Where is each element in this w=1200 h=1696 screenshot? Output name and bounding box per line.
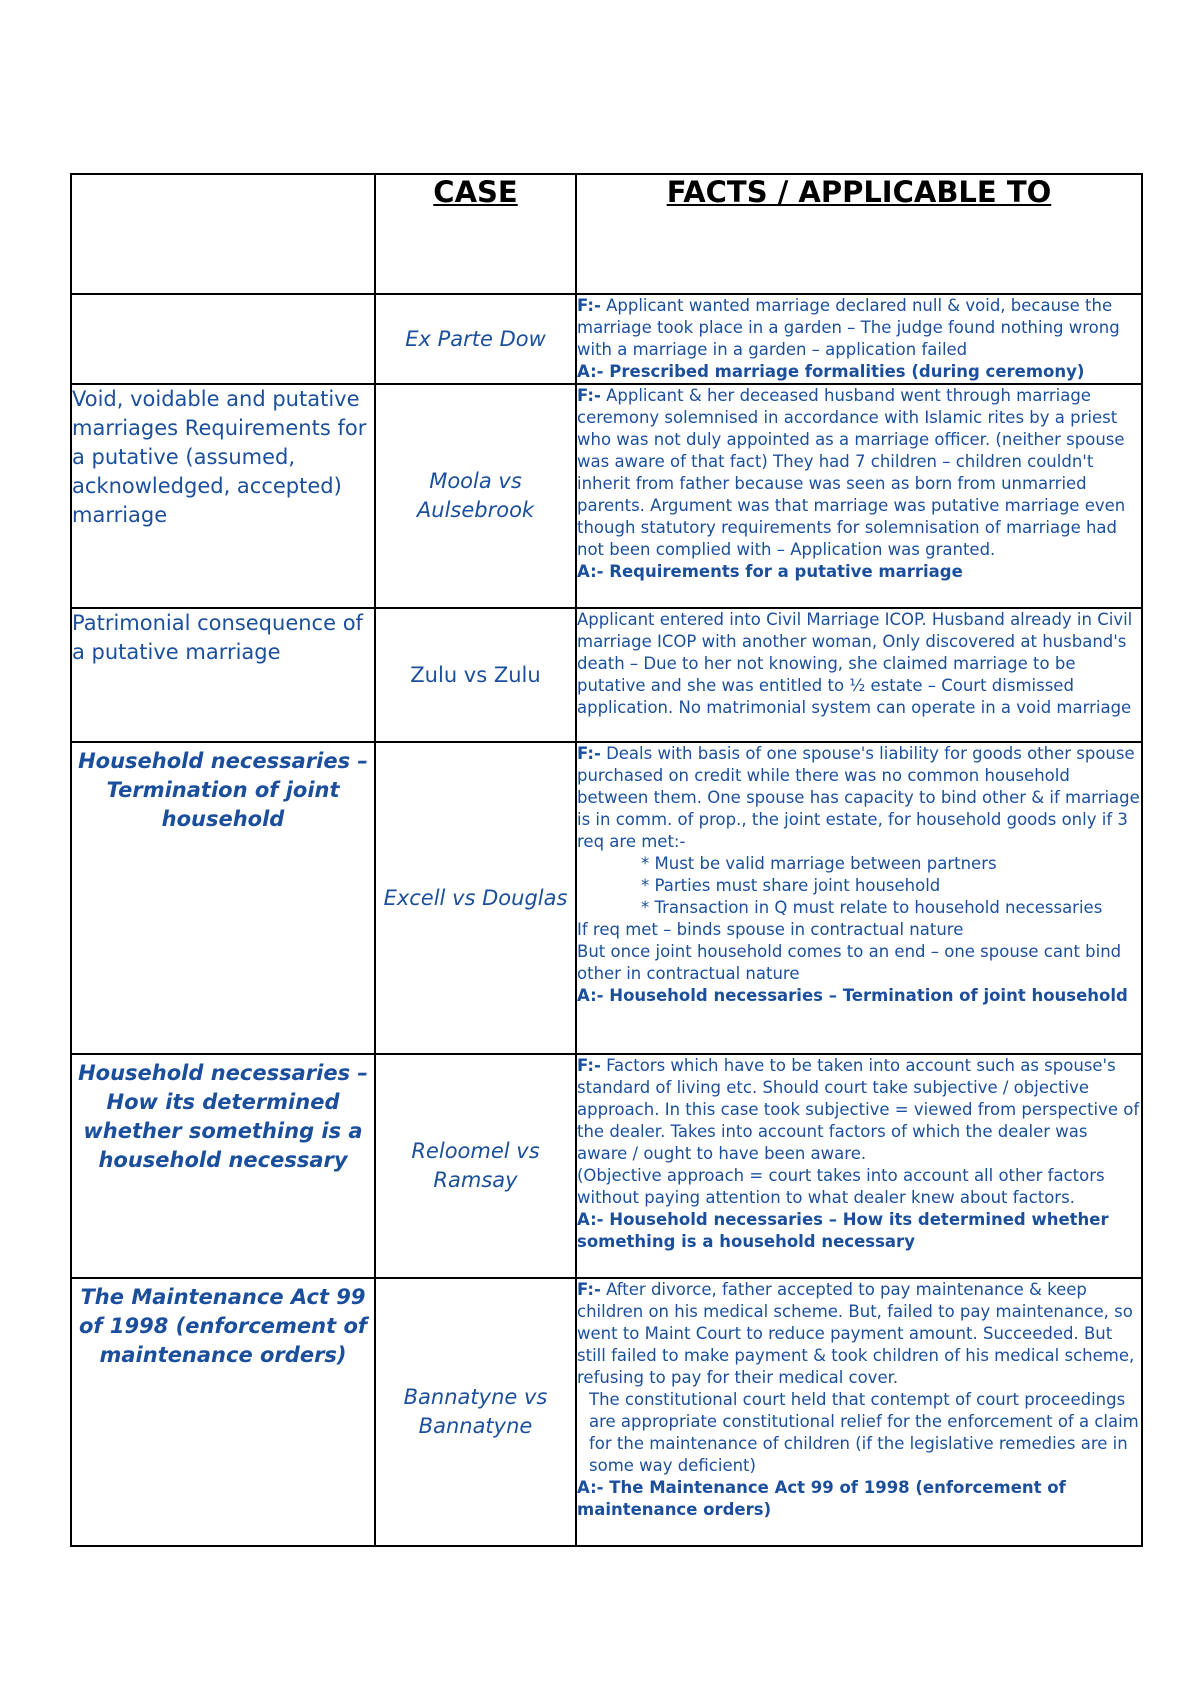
- topic-cell: Patrimonial consequence of a putative marriage: [71, 608, 375, 742]
- facts-label: F:-: [577, 386, 601, 405]
- facts-cell: [576, 742, 1142, 1054]
- table-row: [71, 608, 1142, 742]
- topic-cell: The Maintenance Act 99 of 1998 (enforcement of maintenance orders): [71, 1278, 375, 1546]
- case-name: Excell vs Douglas: [375, 742, 576, 1054]
- requirement-item: * Transaction in Q must relate to household necessaries: [641, 898, 1103, 917]
- case-name: Bannatyne vs Bannatyne: [375, 1278, 576, 1546]
- table-header-row: [71, 174, 1142, 294]
- facts-cell: [576, 1054, 1142, 1278]
- requirement-item: * Parties must share joint household: [641, 876, 941, 895]
- table-row: [71, 742, 1142, 1054]
- facts-text: Applicant entered into Civil Marriage ICOP. Husband already in Civil marriage ICOP with another woman, Only discovered at husband's death – Due to her not knowing, she claimed marriage to be putative and she was entitled to ½ estate – Court dismissed application. No matrimonial system can operate in a void marriage: [577, 610, 1133, 717]
- facts-line: (Objective approach = court takes into account all other factors without paying attention to what dealer knew about factors.: [577, 1166, 1105, 1207]
- case-name: Ex Parte Dow: [375, 294, 576, 384]
- table-row: [71, 1278, 1142, 1546]
- header-case-cell: [375, 174, 576, 294]
- facts-cell: [576, 1278, 1142, 1546]
- facts-line: But once joint household comes to an end – one spouse cant bind other in contractual nature: [577, 942, 1122, 983]
- topic-cell: Household necessaries – How its determined whether something is a household necessary: [71, 1054, 375, 1278]
- facts-cell: [576, 384, 1142, 608]
- case-name: Reloomel vs Ramsay: [375, 1054, 576, 1278]
- topic-cell: Void, voidable and putative marriages Requirements for a putative (assumed, acknowledged, accepted) marriage: [71, 384, 375, 608]
- header-case: CASE: [433, 175, 518, 209]
- case-name: Zulu vs Zulu: [375, 608, 576, 742]
- table-row: [71, 384, 1142, 608]
- facts-text: Applicant & her deceased husband went through marriage ceremony solemnised in accordance with Islamic rites by a priest who was not duly appointed as a marriage officer. (neither spouse was aware of that fact) They had 7 children – children couldn't inherit from father because was seen as born from unmarried parents. Argument was that marriage was putative marriage even though statutory requirements for solemnisation of marriage had not been complied with – Application was granted.: [577, 386, 1126, 559]
- header-facts: FACTS / APPLICABLE TO: [666, 175, 1052, 209]
- topic-cell: [71, 294, 375, 384]
- applicable-to: A:- Household necessaries – Termination of joint household: [577, 986, 1128, 1005]
- topic-cell: Household necessaries – Termination of joint household: [71, 742, 375, 1054]
- facts-cell: [576, 608, 1142, 742]
- header-blank-cell: [71, 174, 375, 294]
- header-facts-cell: [576, 174, 1142, 294]
- facts-text: Factors which have to be taken into account such as spouse's standard of living etc. Should court take subjective / objective approach. In this case took subjective = viewed from perspective of the dealer. Takes into account factors of which the dealer was aware / ought to have been aware.: [577, 1056, 1140, 1163]
- facts-text: Applicant wanted marriage declared null & void, because the marriage took place in a garden – The judge found nothing wrong with a marriage in a garden – application failed: [577, 296, 1120, 359]
- applicable-to: A:- Requirements for a putative marriage: [577, 562, 963, 581]
- facts-line: If req met – binds spouse in contractual nature: [577, 920, 964, 939]
- facts-text: Deals with basis of one spouse's liability for goods other spouse purchased on credit while there was no common household between them. One spouse has capacity to bind other & if marriage is in comm. of prop., the joint estate, for household goods only if 3 req are met:-: [577, 744, 1140, 851]
- applicable-to: A:- The Maintenance Act 99 of 1998 (enforcement of maintenance orders): [577, 1478, 1066, 1519]
- facts-line: The constitutional court held that contempt of court proceedings are appropriate constitutional relief for the enforcement of a claim for the maintenance of children (if the legislative remedies are in some way deficient): [589, 1390, 1139, 1475]
- table-row: [71, 294, 1142, 384]
- facts-text: After divorce, father accepted to pay maintenance & keep children on his medical scheme. But, failed to pay maintenance, so went to Maint Court to reduce payment amount. Succeeded. But still failed to make payment & took children of his medical scheme, refusing to pay for their medical cover.: [577, 1280, 1135, 1387]
- applicable-to: A:- Prescribed marriage formalities (during ceremony): [577, 362, 1085, 381]
- facts-label: F:-: [577, 1056, 601, 1075]
- applicable-to: A:- Household necessaries – How its determined whether something is a household necessary: [577, 1210, 1109, 1251]
- facts-label: F:-: [577, 1280, 601, 1299]
- case-name: Moola vs Aulsebrook: [375, 384, 576, 608]
- requirement-item: * Must be valid marriage between partners: [641, 854, 997, 873]
- facts-label: F:-: [577, 296, 601, 315]
- case-table: [70, 173, 1143, 1547]
- facts-label: F:-: [577, 744, 601, 763]
- facts-cell: [576, 294, 1142, 384]
- table-row: [71, 1054, 1142, 1278]
